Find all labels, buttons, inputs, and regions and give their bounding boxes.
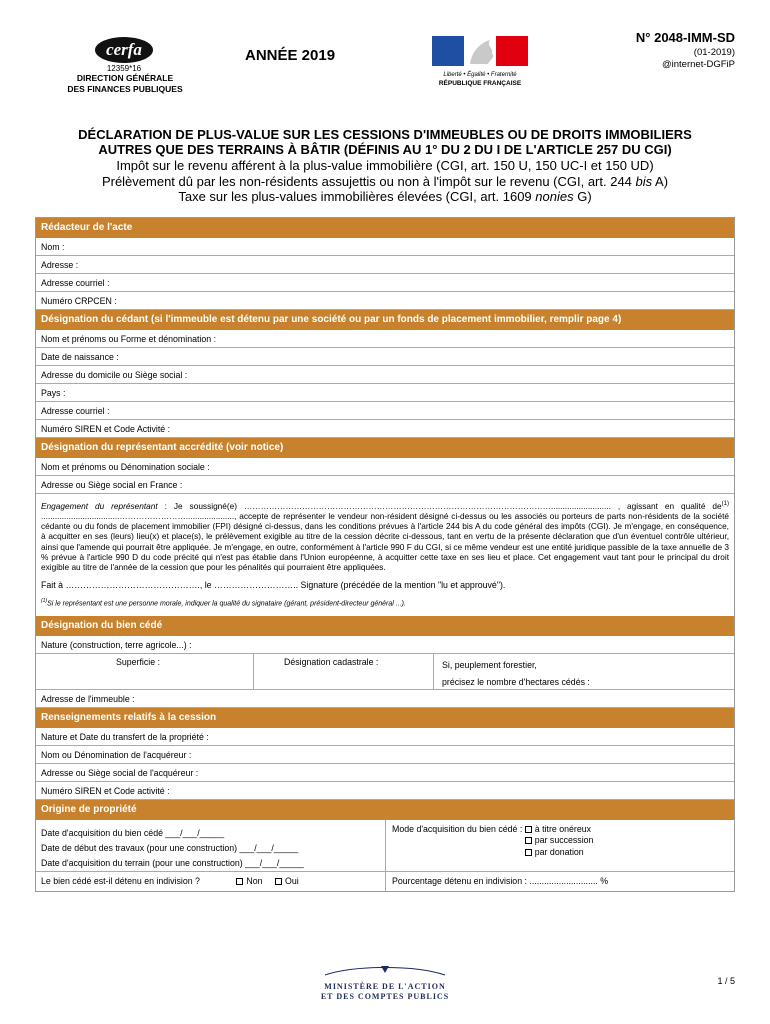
field-cedant-nom[interactable]: Nom et prénoms ou Forme et dénomination : [36,330,734,348]
section-representant: Désignation du représentant accrédité (voir notice) [36,438,734,458]
tricolor-flag-icon [432,36,528,66]
checkbox-oui[interactable]: Oui [275,876,299,886]
field-cedant-courriel[interactable]: Adresse courriel : [36,402,734,420]
field-cession-adresse[interactable]: Adresse ou Siège social de l'acquéreur : [36,764,734,782]
direction-generale [55,73,195,95]
republic-motto: Liberté • Égalité • Fraternité [443,72,517,78]
subtitle-line1: Impôt sur le revenu afférent à la plus-value immobilière (CGI, art. 150 U, 150 UC-I et 150 UD) [116,158,654,173]
checkbox-succession[interactable]: par succession [525,835,594,847]
signature-line[interactable]: Fait à ………………………………………., le ……………………….. Signature (précédée de la mention "lu et approuvé"). [41,580,506,591]
indivision-question: Le bien cédé est-il détenu en indivision ? [41,875,200,886]
footnote: $^{(1)}$Si le représentant est une personne morale, indiquer la qualité du signataire (gérant, président-directeur général ...). [41,598,406,608]
republic-name: RÉPUBLIQUE FRANÇAISE [438,80,522,87]
page-title [30,127,740,157]
field-cedant-siren[interactable]: Numéro SIREN et Code Activité : [36,420,734,438]
field-bien-nature[interactable]: Nature (construction, terre agricole...) : [36,636,734,654]
field-redacteur-adresse[interactable]: Adresse : [36,256,734,274]
bien-details [36,654,734,690]
ministere-logo [305,963,465,1002]
field-redacteur-crpcen[interactable]: Numéro CRPCEN : [36,292,734,310]
field-pourcentage[interactable]: Pourcentage détenu en indivision : ............................ % [392,875,609,886]
field-date-acquisition[interactable]: Date d'acquisition du bien cédé ___/___/_____ [41,827,225,838]
field-date-travaux[interactable]: Date de début des travaux (pour une construction) ___/___/_____ [41,842,299,853]
ministere-emblem-icon [305,963,465,977]
declaration-form [35,217,735,892]
field-cedant-pays[interactable]: Pays : [36,384,734,402]
marianne-logo [432,36,528,88]
field-cession-siren[interactable]: Numéro SIREN et Code activité : [36,782,734,800]
section-cession: Renseignements relatifs à la cession [36,708,734,728]
field-cadastrale[interactable]: Désignation cadastrale : [254,654,434,689]
checkbox-non[interactable]: Non [236,876,262,886]
field-cedant-adresse[interactable]: Adresse du domicile ou Siège social : [36,366,734,384]
form-date: (01-2019) [693,47,735,58]
page-subtitle [30,158,740,205]
cerfa-number: 12359*16 [106,64,142,73]
field-forestier[interactable]: Si, peuplement forestier, précisez le nombre d'hectares cédés : [442,659,590,687]
page-number: 1 / 5 [717,976,735,986]
engagement-text: Engagement du représentant : Je soussigné(e) ………………………………………………………………………………………………….......................... , agissant en qualité $de^{(1)}$ ..................................……………………....................., accepte de représenter le vendeur non-résident désigné ci-dessus ou les associés ou porteurs de parts non-résidents de la société cédante ou du fonds de placement immobilier (FPI) désigné ci-dessus, dans les conditions prévues à l'article 244 bis A du code général des impôts (CGI). Je m'engage, en conséquence, à acquitter en ses (leurs) lieu(x) et place(s), le prélèvement exigible au titre de la cession décrite ci-dessous, tant en vertu de la présente déclaration que d'un éventuel contrôle ultérieur, ainsi que l'amende qui pourrait être appliquée. Je m'engage, en outre, conformément à l'article 990 F du CGI, si ce même vendeur est une entité juridique passible de la taxe annuelle de 3 % prévue à l'article 990 D du code précité qui n'est pas établie dans l'Union européenne, à acquitter cette taxe en ses lieu et place. Cet engagement vaut tant pour le principal du droit exigible au titre de l'année de la cession que pour les pénalités qui pourraient être appliquées. [41,500,729,572]
form-number: N° 2048-IMM-SD [635,30,735,45]
form-meta [662,47,735,71]
year-title: ANNÉE 2019 [245,47,336,64]
ministere-line1: MINISTÈRE DE L'ACTION [324,982,446,991]
field-representant-adresse[interactable]: Adresse ou Siège social en France : [36,476,734,494]
field-superficie[interactable]: Superficie : [36,654,254,689]
mode-acquisition-label: Mode d'acquisition du bien cédé : [392,823,523,834]
field-cession-transfert[interactable]: Nature et Date du transfert de la propriété : [36,728,734,746]
section-origine: Origine de propriété [36,800,734,820]
subtitle-line2: Prélèvement dû par les non-résidents assujettis ou non à l'impôt sur le revenu (CGI, art. 244 bis A) [101,173,669,189]
dg-line2: DES FINANCES PUBLIQUES [67,84,183,94]
dg-line1: DIRECTION GÉNÉRALE [76,73,174,83]
field-representant-nom[interactable]: Nom et prénoms ou Dénomination sociale : [36,458,734,476]
field-redacteur-nom[interactable]: Nom : [36,238,734,256]
field-redacteur-courriel[interactable]: Adresse courriel : [36,274,734,292]
checkbox-donation[interactable]: par donation [525,847,594,859]
section-redacteur: Rédacteur de l'acte [36,218,734,238]
ministere-line2: ET DES COMPTES PUBLICS [320,992,450,1001]
title-line2: AUTRES QUE DES TERRAINS À BÂTIR (DÉFINIS AU 1° DU 2 DU I DE L'ARTICLE 257 DU CGI) [98,142,672,157]
section-cedant: Désignation du cédant (si l'immeuble est détenu par une société ou par un fonds de placement immobilier, remplir page 4) [36,310,734,330]
cerfa-logo: cerfa [95,37,153,63]
field-cedant-naissance[interactable]: Date de naissance : [36,348,734,366]
section-bien: Désignation du bien cédé [36,616,734,636]
form-source: @internet-DGFiP [662,59,735,70]
field-cession-acquereur[interactable]: Nom ou Dénomination de l'acquéreur : [36,746,734,764]
subtitle-line3: Taxe sur les plus-values immobilières élevées (CGI, art. 1609 nonies G) [178,189,592,204]
checkbox-titre-onereux[interactable]: à titre onéreux [525,824,594,836]
field-date-terrain[interactable]: Date d'acquisition du terrain (pour une construction) ___/___/_____ [41,857,304,868]
title-line1: DÉCLARATION DE PLUS-VALUE SUR LES CESSIONS D'IMMEUBLES OU DE DROITS IMMOBILIERS [78,127,692,142]
field-bien-adresse[interactable]: Adresse de l'immeuble : [36,690,734,708]
indivision-row [36,871,734,891]
origine-block [36,820,734,871]
